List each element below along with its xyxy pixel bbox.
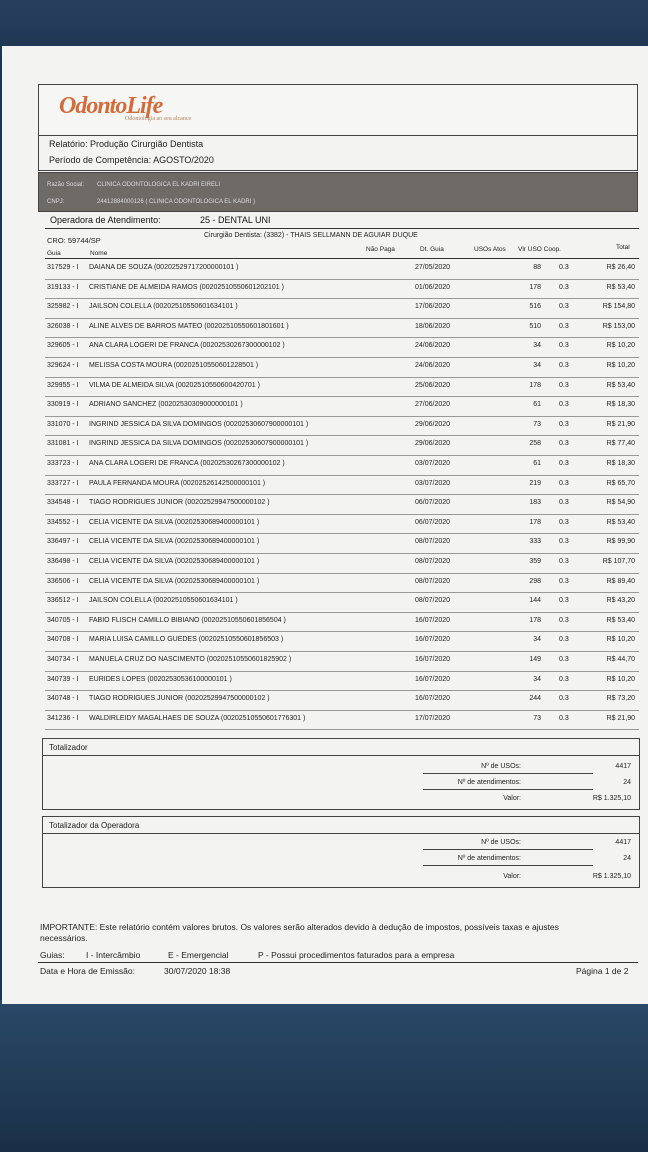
row-vlr-uso: 0.3 bbox=[559, 597, 569, 605]
footer-divider bbox=[38, 962, 638, 963]
row-total: R$ 99,90 bbox=[606, 538, 635, 546]
row-total: R$ 44,70 bbox=[606, 656, 635, 663]
row-date: 08/07/2020 bbox=[415, 577, 451, 585]
row-guia: 319133 - I bbox=[47, 283, 79, 291]
operadora-label: Operadora de Atendimento: bbox=[50, 215, 161, 225]
guia-empresa: P - Possui procedimentos faturados para a empresa bbox=[258, 950, 455, 960]
row-total: R$ 153,00 bbox=[602, 322, 635, 330]
table-row bbox=[45, 475, 639, 496]
col-dt-guia: Dt. Guia bbox=[420, 246, 444, 253]
row-date: 03/07/2020 bbox=[415, 479, 451, 487]
row-usos: 73 bbox=[533, 714, 541, 722]
row-guia: 325982 - I bbox=[47, 303, 79, 311]
table-row bbox=[45, 514, 639, 535]
row-total: R$ 65,70 bbox=[606, 479, 635, 487]
totalizador-op-atend-value: 24 bbox=[623, 855, 631, 862]
table-row bbox=[45, 259, 639, 280]
row-vlr-uso: 0.3 bbox=[559, 479, 569, 487]
row-total: R$ 89,40 bbox=[606, 577, 635, 585]
row-vlr-uso: 0.3 bbox=[559, 342, 569, 350]
row-total: R$ 53,40 bbox=[606, 381, 635, 389]
row-date: 16/07/2020 bbox=[415, 675, 451, 683]
page-number: Página 1 de 2 bbox=[576, 966, 629, 976]
totalizador-operadora-box bbox=[42, 816, 640, 888]
row-vlr-uso: 0.3 bbox=[559, 656, 569, 663]
row-nome: ANA CLARA LOGERI DE FRANCA (00202530267300000102 ) bbox=[89, 342, 285, 350]
row-total: R$ 53,40 bbox=[606, 616, 635, 624]
row-total: R$ 107,70 bbox=[602, 558, 635, 565]
totalizador-atend-value: 24 bbox=[623, 779, 631, 786]
totalizador-valor-label: Valor: bbox=[503, 795, 521, 802]
row-usos: 144 bbox=[529, 597, 541, 605]
row-guia: 340708 - I bbox=[47, 636, 79, 644]
row-date: 06/07/2020 bbox=[415, 518, 451, 526]
totalizador-op-valor-value: R$ 1.325,10 bbox=[592, 873, 631, 880]
cro: CRO: 59744/SP bbox=[47, 236, 101, 245]
row-usos: 88 bbox=[533, 264, 541, 271]
table-row bbox=[45, 318, 639, 339]
col-usos: USOs Atos bbox=[474, 246, 506, 253]
underline bbox=[423, 789, 593, 790]
razao-value: CLINICA ODONTOLOGICA EL KADRI EIRELI bbox=[97, 182, 221, 188]
row-guia: 334548 - I bbox=[47, 499, 79, 507]
row-total: R$ 10,20 bbox=[606, 636, 635, 644]
row-vlr-uso: 0.3 bbox=[559, 518, 569, 526]
row-vlr-uso: 0.3 bbox=[559, 303, 569, 311]
row-guia: 333723 - I bbox=[47, 460, 79, 467]
row-vlr-uso: 0.3 bbox=[559, 460, 569, 467]
underline bbox=[423, 865, 593, 866]
guia-intercambio: I - Intercâmbio bbox=[86, 950, 141, 960]
row-nome: DAIANA DE SOUZA (00202529717200000101 ) bbox=[89, 264, 239, 271]
table-row bbox=[45, 690, 639, 711]
row-vlr-uso: 0.3 bbox=[559, 381, 569, 389]
table-row bbox=[45, 671, 639, 692]
row-guia: 341236 - I bbox=[47, 714, 79, 722]
row-guia: 317529 - I bbox=[47, 264, 79, 271]
row-nome: JAILSON COLELLA (00202510550601634101 ) bbox=[89, 303, 238, 311]
guia-emergencial: E - Emergencial bbox=[168, 950, 229, 960]
row-date: 16/07/2020 bbox=[415, 656, 451, 663]
row-usos: 516 bbox=[529, 303, 541, 311]
table-row bbox=[45, 592, 639, 613]
row-date: 25/06/2020 bbox=[415, 381, 451, 389]
col-vlr-uso: Vlr USO Coop. bbox=[518, 246, 561, 253]
row-nome: MANUELA CRUZ DO NASCIMENTO (00202510550601825902 ) bbox=[89, 656, 292, 663]
row-vlr-uso: 0.3 bbox=[559, 558, 569, 565]
row-nome: INGRIND JESSICA DA SILVA DOMINGOS (00202530607900000101 ) bbox=[89, 420, 309, 428]
row-usos: 178 bbox=[529, 518, 541, 526]
row-total: R$ 21,90 bbox=[606, 420, 635, 428]
table-row bbox=[45, 533, 639, 554]
report-period: Período de Competência: AGOSTO/2020 bbox=[49, 155, 214, 165]
row-vlr-uso: 0.3 bbox=[559, 695, 569, 703]
row-vlr-uso: 0.3 bbox=[559, 577, 569, 585]
cnpj-value: 24412884000126 ( CLINICA ODONTOLOGICA EL KADRI ) bbox=[97, 199, 256, 205]
row-vlr-uso: 0.3 bbox=[559, 322, 569, 330]
totalizador-valor-value: R$ 1.325,10 bbox=[592, 795, 631, 802]
cirurgiao: Cirurgião Dentista: (3382) - THAIS SELLMANN DE AGUIAR DUQUE bbox=[204, 232, 418, 239]
row-total: R$ 73,20 bbox=[606, 695, 635, 703]
row-guia: 331070 - I bbox=[47, 420, 79, 428]
row-guia: 336497 - I bbox=[47, 538, 79, 546]
row-nome: MARIA LUISA CAMILLO GUEDES (00202510550601856503 ) bbox=[89, 636, 284, 644]
row-date: 16/07/2020 bbox=[415, 695, 451, 703]
table-row bbox=[45, 337, 639, 358]
row-usos: 34 bbox=[533, 362, 541, 369]
row-nome: MELISSA COSTA MOURA (00202510550601228501 ) bbox=[89, 362, 259, 369]
row-guia: 333727 - I bbox=[47, 479, 79, 487]
row-date: 01/06/2020 bbox=[415, 283, 451, 291]
row-guia: 329955 - I bbox=[47, 381, 79, 389]
row-usos: 333 bbox=[529, 538, 541, 546]
table-row bbox=[45, 573, 639, 594]
row-date: 08/07/2020 bbox=[415, 538, 451, 546]
row-vlr-uso: 0.3 bbox=[559, 636, 569, 644]
row-usos: 178 bbox=[529, 381, 541, 389]
row-nome: JAILSON COLELLA (00202510550601634101 ) bbox=[89, 597, 238, 605]
row-nome: FABIO FLISCH CAMILLO BIBIANO (00202510550601856504 ) bbox=[89, 616, 286, 624]
emissao-label: Data e Hora de Emissão: bbox=[40, 966, 135, 976]
row-guia: 340705 - I bbox=[47, 616, 79, 624]
row-date: 17/06/2020 bbox=[415, 303, 451, 311]
row-nome: ALINE ALVES DE BARROS MATEO (00202510550601801601 ) bbox=[89, 322, 289, 330]
table-row bbox=[45, 416, 639, 437]
importante-note: IMPORTANTE: Este relatório contém valores brutos. Os valores serão alterados devido à dedução de impostos, possíveis taxas e ajustes necessários. bbox=[40, 922, 559, 943]
row-guia: 329624 - I bbox=[47, 362, 79, 369]
col-guia: Guia bbox=[47, 250, 61, 257]
table-row bbox=[45, 651, 639, 672]
row-vlr-uso: 0.3 bbox=[559, 616, 569, 624]
razao-label: Razão Social: bbox=[47, 182, 85, 188]
row-total: R$ 21,90 bbox=[606, 714, 635, 722]
row-nome: VILMA DE ALMEIDA SILVA (00202510550600420701 ) bbox=[89, 381, 260, 389]
row-guia: 326038 - I bbox=[47, 322, 79, 330]
row-date: 29/06/2020 bbox=[415, 440, 451, 448]
row-guia: 331081 - I bbox=[47, 440, 79, 448]
row-total: R$ 10,20 bbox=[606, 342, 635, 350]
row-vlr-uso: 0.3 bbox=[559, 538, 569, 546]
row-nome: INGRIND JESSICA DA SILVA DOMINGOS (00202530607900000101 ) bbox=[89, 440, 309, 448]
row-usos: 258 bbox=[529, 440, 541, 448]
report-info bbox=[38, 134, 638, 171]
divider bbox=[45, 228, 639, 229]
col-nao-paga: Não Paga bbox=[366, 246, 395, 253]
row-nome: WALDIRLEIDY MAGALHAES DE SOUZA (00202510550601776301 ) bbox=[89, 714, 306, 722]
row-usos: 34 bbox=[533, 636, 541, 644]
odontolife-logo: OdontoLife Odontologia ao seu alcance bbox=[59, 93, 192, 122]
row-date: 08/07/2020 bbox=[415, 597, 451, 605]
row-date: 17/07/2020 bbox=[415, 714, 451, 722]
totalizador-op-usos-label: Nº de USOs: bbox=[481, 839, 521, 846]
table-row bbox=[45, 710, 639, 731]
row-nome: CELIA VICENTE DA SILVA (00202530689400000101 ) bbox=[89, 558, 260, 565]
row-usos: 359 bbox=[529, 558, 541, 565]
table-row bbox=[45, 396, 639, 417]
operadora-value: 25 - DENTAL UNI bbox=[200, 215, 271, 225]
table-row bbox=[45, 298, 639, 319]
row-total: R$ 53,40 bbox=[606, 518, 635, 526]
row-date: 18/06/2020 bbox=[415, 322, 451, 330]
row-guia: 330919 - I bbox=[47, 401, 79, 409]
row-date: 29/06/2020 bbox=[415, 420, 451, 428]
col-nome: Nome bbox=[90, 250, 108, 257]
row-total: R$ 18,30 bbox=[606, 460, 635, 467]
row-vlr-uso: 0.3 bbox=[559, 440, 569, 448]
row-vlr-uso: 0.3 bbox=[559, 420, 569, 428]
row-total: R$ 154,80 bbox=[602, 303, 635, 311]
row-total: R$ 10,20 bbox=[606, 362, 635, 369]
row-usos: 61 bbox=[533, 460, 541, 467]
underline bbox=[423, 849, 593, 850]
row-vlr-uso: 0.3 bbox=[559, 401, 569, 409]
row-vlr-uso: 0.3 bbox=[559, 283, 569, 291]
row-usos: 244 bbox=[529, 695, 541, 703]
row-usos: 178 bbox=[529, 283, 541, 291]
table-row bbox=[45, 279, 639, 300]
row-guia: 336512 - I bbox=[47, 597, 79, 605]
row-vlr-uso: 0.3 bbox=[559, 264, 569, 271]
underline bbox=[423, 773, 593, 774]
totalizador-usos-label: Nº de USOs: bbox=[481, 763, 521, 770]
row-total: R$ 26,40 bbox=[606, 264, 635, 271]
row-usos: 178 bbox=[529, 616, 541, 624]
row-date: 24/06/2020 bbox=[415, 362, 451, 369]
totalizador-op-title: Totalizador da Operadora bbox=[49, 821, 140, 830]
row-total: R$ 10,20 bbox=[606, 675, 635, 683]
col-total: Total bbox=[616, 244, 630, 251]
table-row bbox=[45, 377, 639, 398]
table-row bbox=[45, 631, 639, 652]
totalizador-usos-value: 4417 bbox=[615, 763, 631, 770]
totalizador-title: Totalizador bbox=[49, 743, 88, 752]
table-row bbox=[45, 553, 639, 574]
row-date: 16/07/2020 bbox=[415, 616, 451, 624]
row-nome: EURIDES LOPES (00202530536100000101 ) bbox=[89, 675, 232, 683]
row-nome: CRISTIANE DE ALMEIDA RAMOS (00202510550601202101 ) bbox=[89, 283, 284, 291]
row-date: 03/07/2020 bbox=[415, 460, 451, 467]
row-guia: 336506 - I bbox=[47, 577, 79, 585]
row-guia: 340739 - I bbox=[47, 675, 79, 683]
totalizador-op-valor-label: Valor: bbox=[503, 873, 521, 880]
row-guia: 340748 - I bbox=[47, 695, 79, 703]
row-total: R$ 77,40 bbox=[606, 440, 635, 448]
row-date: 08/07/2020 bbox=[415, 558, 451, 565]
row-date: 27/05/2020 bbox=[415, 264, 451, 271]
table-row bbox=[45, 357, 639, 378]
guias-label: Guias: bbox=[40, 950, 65, 960]
row-usos: 73 bbox=[533, 420, 541, 428]
row-total: R$ 18,30 bbox=[606, 401, 635, 409]
row-guia: 336498 - I bbox=[47, 558, 79, 565]
row-usos: 183 bbox=[529, 499, 541, 507]
totalizador-box bbox=[42, 738, 640, 810]
totalizador-op-atend-label: Nº de atendimentos: bbox=[457, 855, 521, 862]
row-nome: ADRIANO SANCHEZ (00202530309000000101 ) bbox=[89, 401, 243, 409]
row-total: R$ 54,90 bbox=[606, 499, 635, 507]
emissao-value: 30/07/2020 18:38 bbox=[164, 966, 231, 976]
row-usos: 34 bbox=[533, 342, 541, 350]
row-usos: 149 bbox=[529, 656, 541, 663]
row-total: R$ 53,40 bbox=[606, 283, 635, 291]
row-vlr-uso: 0.3 bbox=[559, 362, 569, 369]
totalizador-divider bbox=[43, 755, 639, 756]
row-usos: 61 bbox=[533, 401, 541, 409]
row-nome: TIAGO RODRIGUES JUNIOR (00202529947500000102 ) bbox=[89, 695, 270, 703]
row-nome: PAULA FERNANDA MOURA (00202526142500000101 ) bbox=[89, 479, 266, 487]
row-date: 06/07/2020 bbox=[415, 499, 451, 507]
cnpj-label: CNPJ: bbox=[47, 199, 65, 205]
row-usos: 219 bbox=[529, 479, 541, 487]
totalizador-atend-label: Nº de atendimentos: bbox=[457, 779, 521, 786]
table-row bbox=[45, 494, 639, 515]
row-usos: 510 bbox=[529, 322, 541, 330]
row-nome: CELIA VICENTE DA SILVA (00202530689400000101 ) bbox=[89, 518, 260, 526]
row-vlr-uso: 0.3 bbox=[559, 499, 569, 507]
totalizador-op-usos-value: 4417 bbox=[615, 839, 631, 846]
row-guia: 340734 - I bbox=[47, 656, 79, 663]
row-vlr-uso: 0.3 bbox=[559, 675, 569, 683]
row-total: R$ 43,20 bbox=[606, 597, 635, 605]
background-bottom bbox=[0, 1000, 648, 1152]
table-row bbox=[45, 455, 639, 476]
row-nome: TIAGO RODRIGUES JUNIOR (00202529947500000102 ) bbox=[89, 499, 270, 507]
table-row bbox=[45, 612, 639, 633]
report-title: Relatório: Produção Cirurgião Dentista bbox=[49, 139, 204, 149]
row-date: 24/06/2020 bbox=[415, 342, 451, 350]
row-nome: ANA CLARA LOGERI DE FRANCA (00202530267300000102 ) bbox=[89, 460, 285, 467]
row-vlr-uso: 0.3 bbox=[559, 714, 569, 722]
row-guia: 329605 - I bbox=[47, 342, 79, 350]
table-row bbox=[45, 435, 639, 456]
row-date: 16/07/2020 bbox=[415, 636, 451, 644]
logo-header bbox=[38, 84, 638, 136]
row-usos: 298 bbox=[529, 577, 541, 585]
row-date: 27/06/2020 bbox=[415, 401, 451, 409]
totalizador-op-divider bbox=[43, 833, 639, 834]
row-guia: 334552 - I bbox=[47, 518, 79, 526]
row-usos: 34 bbox=[533, 675, 541, 683]
row-nome: CELIA VICENTE DA SILVA (00202530689400000101 ) bbox=[89, 538, 260, 546]
row-nome: CELIA VICENTE DA SILVA (00202530689400000101 ) bbox=[89, 577, 260, 585]
company-box bbox=[38, 172, 638, 212]
